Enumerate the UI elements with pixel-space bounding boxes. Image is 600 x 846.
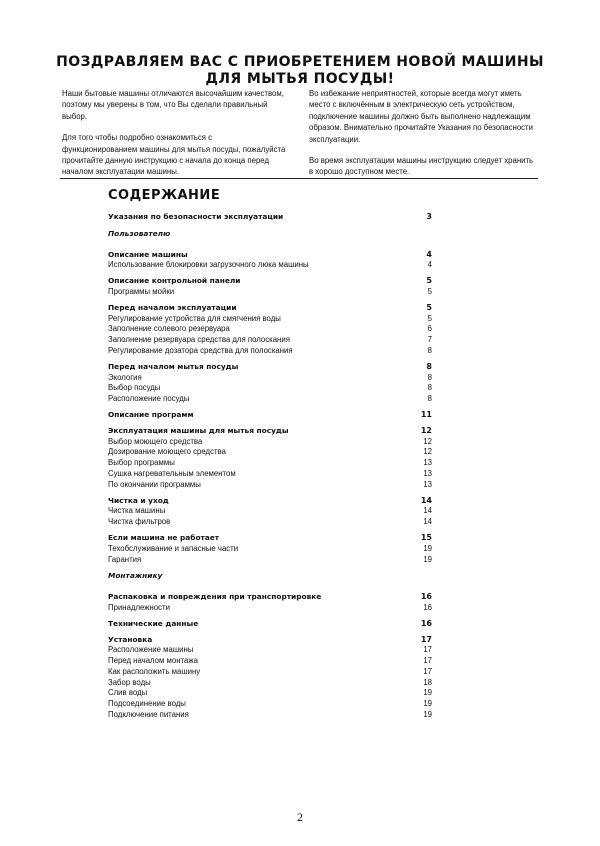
page-title	[50, 54, 550, 88]
toc-subentry[interactable]	[108, 324, 432, 335]
toc-subentry-title: Гарантия	[108, 554, 142, 564]
intro-paragraph: Во избежание неприятностей, которые всегда могут иметь место с включённым в электрическую сеть устройством, подключение машины должно быть выполнено надлежащим образом. Внимательно прочитайте Указания по безопасности эксплуатации.	[309, 89, 533, 144]
toc-entry-title: Описание программ	[108, 409, 194, 419]
toc-section-operation	[108, 426, 432, 491]
toc-subentry-title: Слив воды	[108, 688, 148, 698]
toc-subentry-page: 13	[423, 468, 432, 478]
toc-subentry-title: Сушка нагревательным элементом	[108, 468, 236, 478]
toc-subentry[interactable]	[108, 458, 432, 469]
toc-entry-title: Распаковка и повреждения при транспортировке	[108, 592, 322, 602]
toc-subentry-page: 8	[427, 372, 432, 382]
toc-subentry-title: Регулирование дозатора средства для полоскания	[108, 345, 293, 355]
toc-entry[interactable]	[108, 212, 432, 223]
toc-subentry-page: 16	[423, 602, 432, 612]
toc-subentry-title: Экология	[108, 372, 142, 382]
toc-section-unpacking	[108, 592, 432, 614]
toc-subentry[interactable]	[108, 667, 432, 678]
toc-subentry-page: 12	[423, 447, 432, 457]
toc-subentry[interactable]	[108, 544, 432, 555]
toc-subentry-page: 17	[423, 666, 432, 676]
toc-group-installer: Монтажнику	[108, 571, 163, 581]
toc-subentry[interactable]	[108, 394, 432, 405]
toc-group-user: Пользователю	[108, 228, 171, 238]
toc-section-before-washing	[108, 362, 432, 405]
toc-subentry-title: По окончании программы	[108, 479, 201, 489]
toc-subentry-title: Дозирование моющего средства	[108, 447, 226, 457]
toc-subentry[interactable]	[108, 447, 432, 458]
toc-entry-title: Описание контрольной панели	[108, 276, 241, 286]
toc-subentry-title: Чистка фильтров	[108, 517, 171, 527]
toc-section-safety	[108, 212, 432, 223]
toc-section-before-use	[108, 303, 432, 357]
toc-subentry[interactable]	[108, 260, 432, 271]
toc-subentry-title: Заполнение резервуара средства для полоскания	[108, 335, 290, 345]
toc-subentry-title: Расположение машины	[108, 645, 194, 655]
toc-subentry-page: 8	[427, 394, 432, 404]
toc-subentry[interactable]	[108, 555, 432, 566]
toc-subentry-title: Выбор моющего средства	[108, 436, 203, 446]
toc-section-installation	[108, 635, 432, 721]
toc-subentry-page: 19	[423, 543, 432, 553]
toc-subentry-page: 14	[423, 506, 432, 516]
toc-entry[interactable]	[108, 303, 432, 314]
toc-subentry-title: Подсоединение воды	[108, 699, 186, 709]
toc-section-machine	[108, 250, 432, 272]
toc-subentry-page: 13	[423, 458, 432, 468]
toc-subentry[interactable]	[108, 469, 432, 480]
toc-subentry[interactable]	[108, 645, 432, 656]
toc-entry[interactable]	[108, 619, 432, 630]
toc-subentry[interactable]	[108, 678, 432, 689]
toc-subentry[interactable]	[108, 480, 432, 491]
toc-entry[interactable]	[108, 362, 432, 373]
toc-subentry[interactable]	[108, 517, 432, 528]
toc-entry[interactable]	[108, 276, 432, 287]
toc-subentry-title: Расположение посуды	[108, 394, 190, 404]
toc-entry-page: 3	[426, 212, 432, 221]
toc-entry-title: Эксплуатация машины для мытья посуды	[108, 425, 289, 435]
toc-subentry-page: 17	[423, 645, 432, 655]
toc-entry[interactable]	[108, 410, 432, 421]
toc-entry-title: Если машина не работает	[108, 532, 220, 542]
toc-subentry-page: 19	[423, 699, 432, 709]
toc-subentry-page: 5	[427, 313, 432, 323]
toc-entry-title: Чистка и уход	[108, 495, 169, 505]
toc-entry-page: 16	[420, 618, 432, 628]
toc-subentry-title: Перед началом монтажа	[108, 656, 198, 666]
toc-subentry-title: Как расположить машину	[108, 666, 201, 676]
toc-entry-page: 15	[420, 532, 432, 542]
toc-section-control-panel	[108, 276, 432, 298]
toc-subentry[interactable]	[108, 346, 432, 357]
toc-subentry-page: 8	[427, 383, 432, 393]
toc-subentry[interactable]	[108, 603, 432, 614]
toc-section-programs	[108, 410, 432, 421]
toc-subentry-page: 7	[427, 335, 432, 345]
toc-subentry-title: Программы мойки	[108, 286, 175, 296]
table-of-contents	[108, 212, 432, 726]
page-number: 2	[297, 810, 303, 824]
toc-subentry-title: Регулирование устройства для смягчения воды	[108, 313, 281, 323]
toc-subentry[interactable]	[108, 383, 432, 394]
toc-subentry-page: 12	[423, 436, 432, 446]
toc-entry[interactable]	[108, 426, 432, 437]
toc-entry[interactable]	[108, 635, 432, 646]
toc-section-troubleshooting	[108, 533, 432, 565]
toc-subentry-title: Заполнение солевого резервуара	[108, 324, 230, 334]
intro-paragraph: Для того чтобы подробно ознакомиться с функционированием машины для мытья посуды, пожалуйста прочитайте данную инструкцию с начала до конца перед началом эксплуатации машины.	[62, 133, 286, 177]
toc-subentry-page: 17	[423, 656, 432, 666]
toc-entry-page: 4	[426, 249, 432, 259]
toc-entry-title: Технические данные	[108, 618, 199, 628]
toc-subentry[interactable]	[108, 437, 432, 448]
toc-subentry-title: Выбор программы	[108, 458, 175, 468]
toc-entry-title: Установка	[108, 634, 153, 644]
toc-subentry-page: 5	[427, 286, 432, 296]
toc-entry-page: 5	[426, 276, 432, 286]
toc-entry-page: 16	[420, 592, 432, 602]
toc-subentry-page: 14	[423, 517, 432, 527]
toc-subentry-page: 6	[427, 324, 432, 334]
toc-entry-page: 17	[420, 634, 432, 644]
toc-entry[interactable]	[108, 533, 432, 544]
toc-subentry-page: 18	[423, 677, 432, 687]
intro-text	[62, 88, 536, 188]
toc-subentry-title: Использование блокировки загрузочного люка машины	[108, 260, 309, 270]
toc-subentry-title: Техобслуживание и запасные части	[108, 543, 239, 553]
toc-subentry-page: 19	[423, 710, 432, 720]
toc-subentry-page: 19	[423, 554, 432, 564]
intro-paragraph: Во время эксплуатации машины инструкцию следует хранить в хорошо доступном месте.	[309, 156, 534, 177]
toc-entry-title: Перед началом мытья посуды	[108, 361, 239, 371]
toc-entry[interactable]	[108, 592, 432, 603]
toc-subentry[interactable]	[108, 699, 432, 710]
toc-section-cleaning	[108, 496, 432, 528]
toc-entry-page: 11	[420, 409, 432, 419]
toc-entry-title: Перед началом эксплуатации	[108, 302, 237, 312]
intro-right-column	[309, 88, 536, 188]
intro-paragraph: Наши бытовые машины отличаются высочайшим качеством, поэтому мы уверены в том, что Вы сделали правильный выбор.	[62, 89, 284, 121]
toc-subentry[interactable]	[108, 506, 432, 517]
toc-subentry[interactable]	[108, 287, 432, 298]
toc-subentry-page: 13	[423, 479, 432, 489]
toc-subentry[interactable]	[108, 656, 432, 667]
toc-subentry-page: 4	[427, 260, 432, 270]
toc-entry-page: 5	[426, 302, 432, 312]
toc-entry-title: Описание машины	[108, 249, 188, 259]
toc-subentry[interactable]	[108, 314, 432, 325]
toc-entry[interactable]	[108, 250, 432, 261]
toc-subentry[interactable]	[108, 335, 432, 346]
intro-left-column	[62, 88, 289, 188]
toc-subentry-title: Подключение питания	[108, 710, 189, 720]
toc-subentry-title: Принадлежности	[108, 602, 170, 612]
divider-line	[60, 178, 538, 179]
toc-subentry-title: Чистка машины	[108, 506, 166, 516]
toc-entry[interactable]	[108, 496, 432, 507]
toc-subentry[interactable]	[108, 710, 432, 721]
toc-subentry-page: 8	[427, 345, 432, 355]
toc-entry-page: 12	[420, 425, 432, 435]
title-line-1: ПОЗДРАВЛЯЕМ ВАС С ПРИОБРЕТЕНИЕМ НОВОЙ МАШИНЫ	[56, 54, 544, 70]
toc-subentry-title: Забор воды	[108, 677, 151, 687]
toc-section-tech-data	[108, 619, 432, 630]
toc-heading: СОДЕРЖАНИЕ	[108, 188, 221, 203]
toc-entry-page: 14	[420, 495, 432, 505]
toc-subentry[interactable]	[108, 688, 432, 699]
toc-subentry-page: 19	[423, 688, 432, 698]
toc-entry-title: Указания по безопасности эксплуатации	[108, 212, 284, 221]
toc-entry-page: 8	[426, 361, 432, 371]
title-line-2: ДЛЯ МЫТЬЯ ПОСУДЫ!	[205, 71, 395, 87]
toc-subentry-title: Выбор посуды	[108, 383, 161, 393]
toc-subentry[interactable]	[108, 373, 432, 384]
